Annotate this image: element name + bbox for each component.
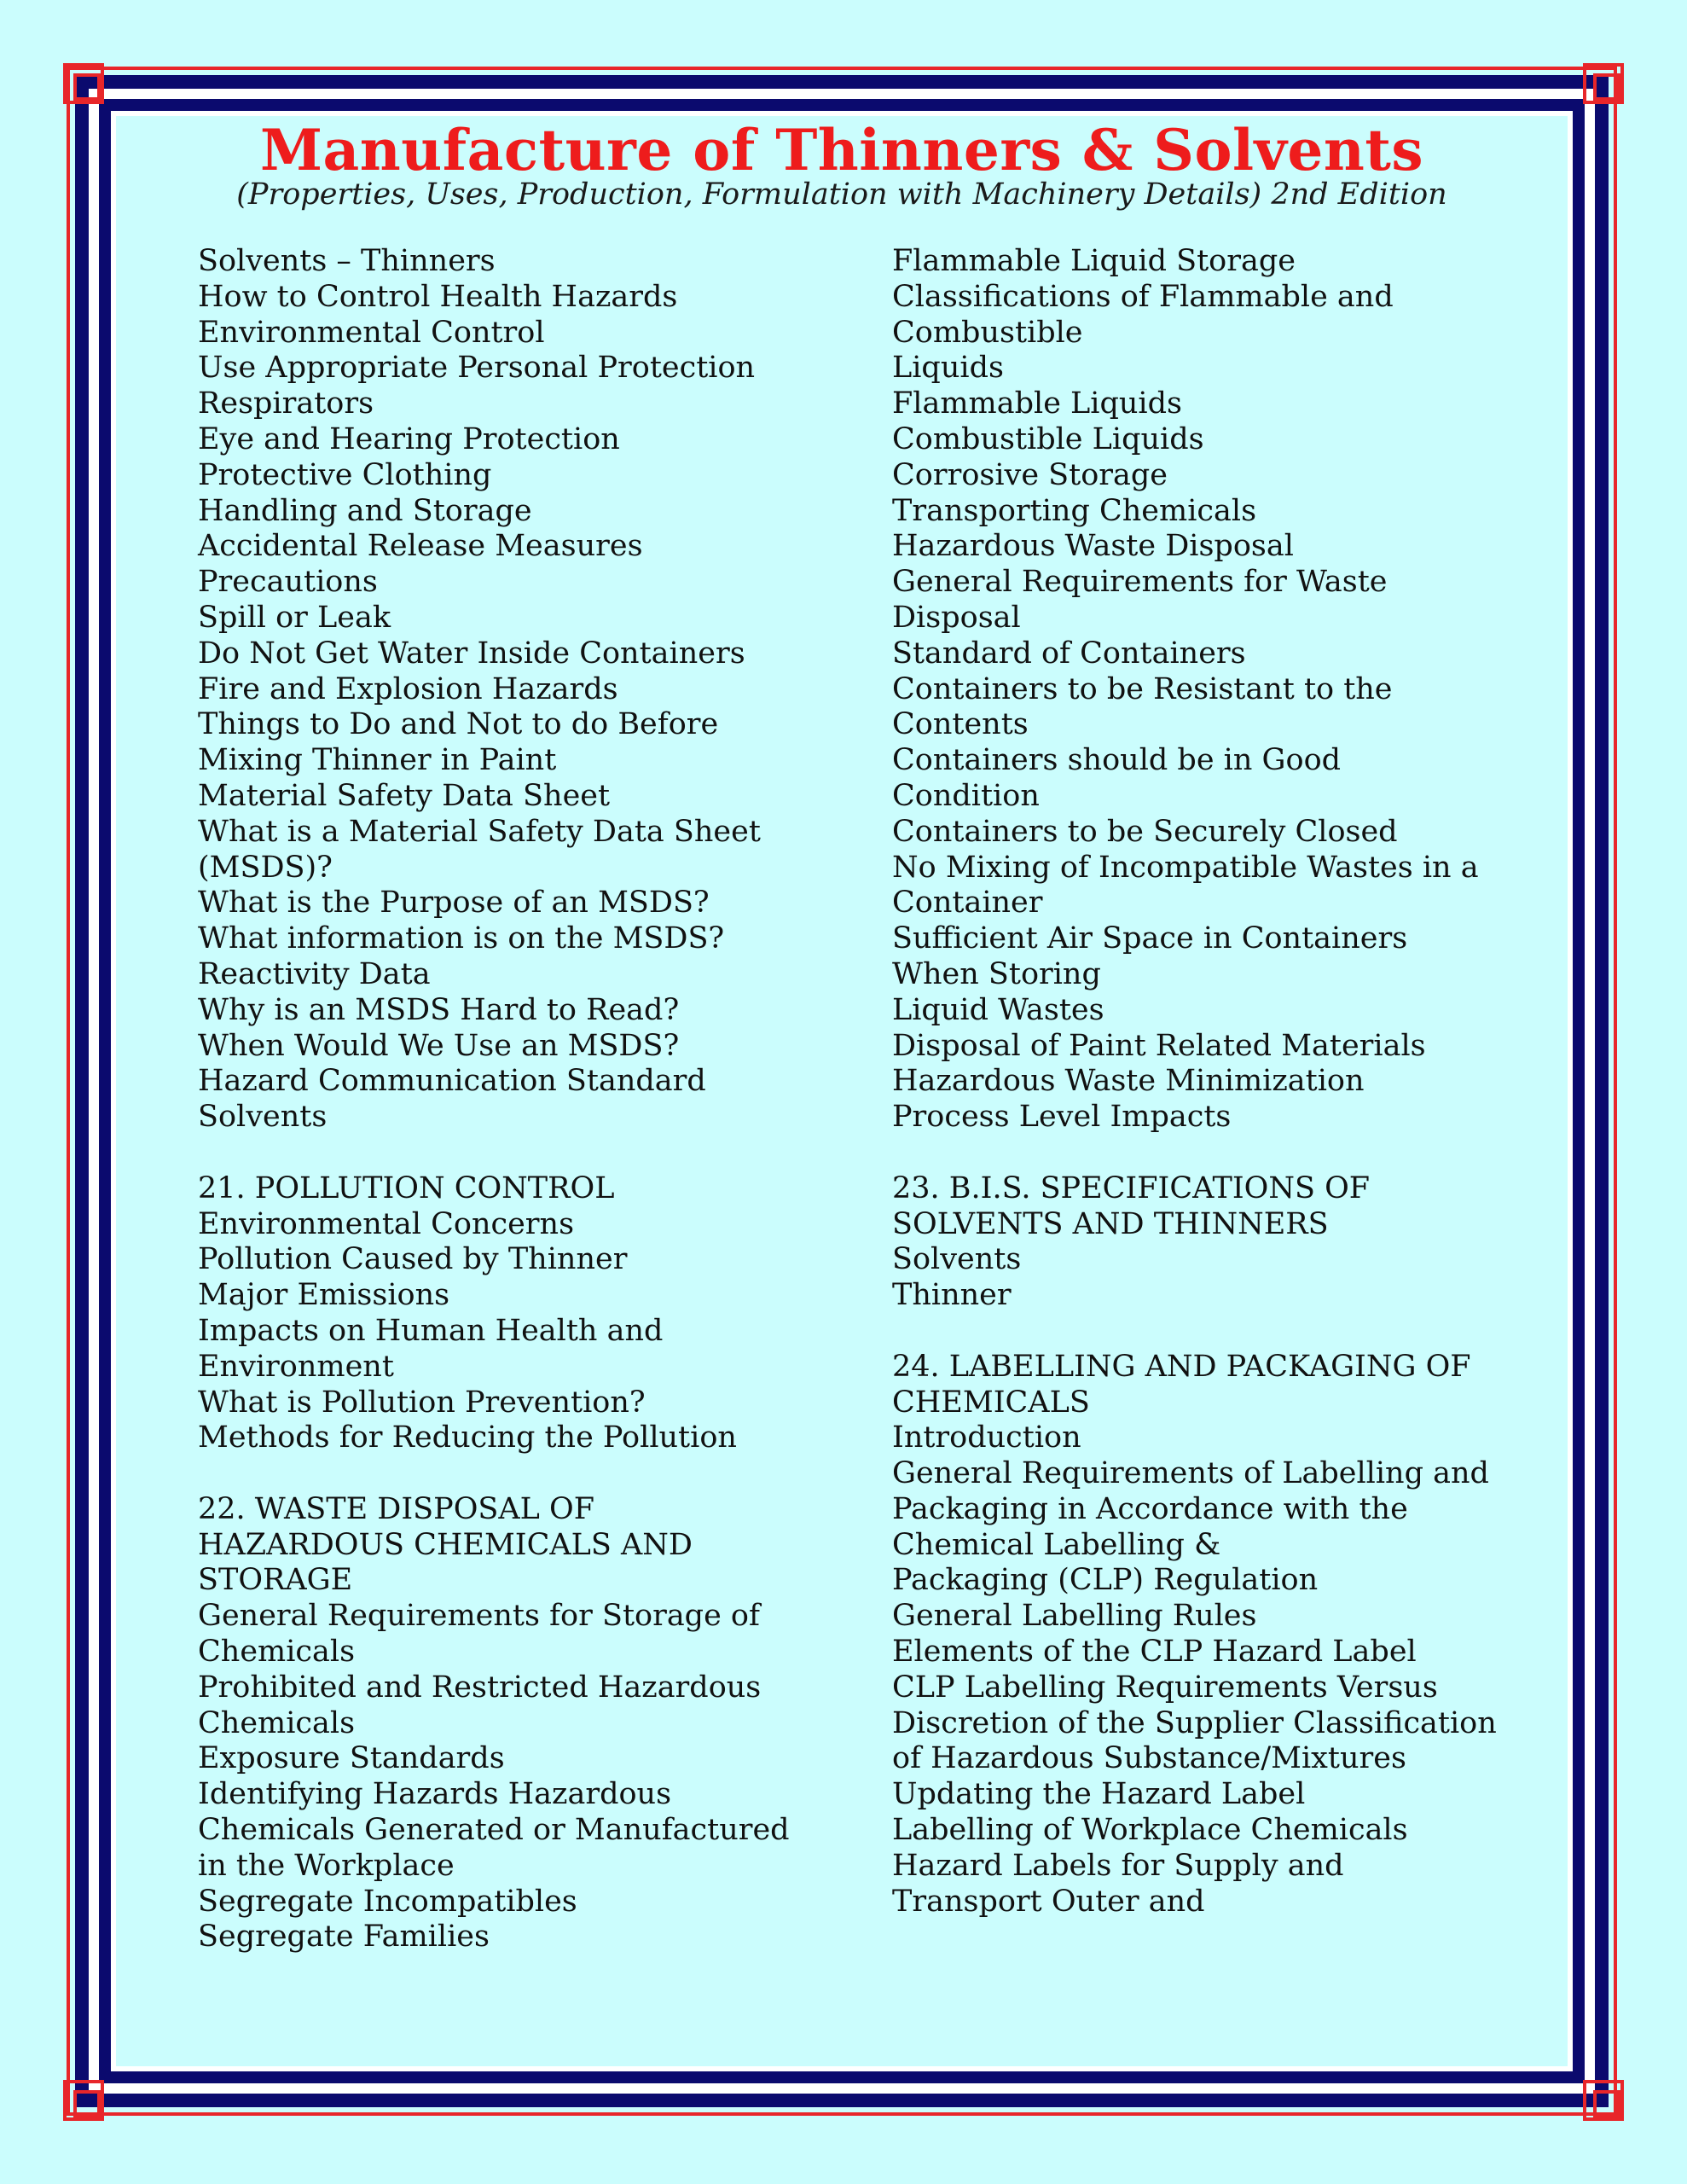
toc-entry: General Requirements for Waste	[892, 565, 1388, 600]
section-heading: 23. B.I.S. SPECIFICATIONS OF	[892, 1170, 1371, 1205]
toc-entry: What information is on the MSDS?	[198, 921, 725, 956]
toc-entry: Precautions	[198, 565, 378, 600]
toc-entry: Solvents – Thinners	[198, 244, 496, 278]
toc-entry: Segregate Incompatibles	[198, 1884, 577, 1919]
toc-entry: Reactivity Data	[198, 956, 431, 991]
toc-entry: Exposure Standards	[198, 1741, 505, 1776]
toc-entry: What is a Material Safety Data Sheet	[198, 814, 761, 849]
toc-entry: HAZARDOUS CHEMICALS AND	[198, 1527, 693, 1562]
corner-ornament-top-left	[63, 63, 104, 104]
toc-entry: Packaging in Accordance with the	[892, 1491, 1408, 1526]
page-subtitle: (Properties, Uses, Production, Formulation with Machinery Details) 2nd Edition	[236, 177, 1447, 212]
toc-entry: Flammable Liquid Storage	[892, 244, 1296, 278]
toc-entry: What is the Purpose of an MSDS?	[198, 886, 710, 921]
toc-entry: Identifying Hazards Hazardous	[198, 1777, 672, 1812]
toc-entry: Standard of Containers	[892, 636, 1246, 671]
toc-entry: Spill or Leak	[198, 600, 391, 635]
toc-entry: Chemical Labelling &	[892, 1527, 1221, 1562]
toc-entry: Segregate Families	[198, 1920, 490, 1955]
toc-entry: No Mixing of Incompatible Wastes in a	[892, 850, 1479, 885]
toc-entry: Disposal of Paint Related Materials	[892, 1028, 1426, 1063]
toc-entry: Handling and Storage	[198, 493, 532, 528]
toc-entry: When Would We Use an MSDS?	[198, 1028, 680, 1063]
toc-entry: Disposal	[892, 600, 1021, 635]
toc-entry: Material Safety Data Sheet	[198, 778, 611, 813]
toc-entry: Respirators	[198, 386, 374, 421]
toc-entry: Labelling of Workplace Chemicals	[892, 1813, 1408, 1848]
toc-entry: Solvents	[892, 1242, 1022, 1277]
toc-entry: How to Control Health Hazards	[198, 279, 678, 314]
toc-entry: General Requirements of Labelling and	[892, 1456, 1489, 1491]
toc-entry: Things to Do and Not to do Before	[198, 707, 719, 742]
toc-entry: Container	[892, 886, 1043, 921]
toc-entry: Introduction	[892, 1420, 1081, 1455]
toc-entry: Chemicals	[198, 1705, 356, 1740]
corner-ornament-bottom-left	[63, 2080, 104, 2121]
toc-entry: Containers should be in Good	[892, 743, 1342, 778]
toc-entry: Classifications of Flammable and	[892, 279, 1394, 314]
section-spacer	[198, 1136, 829, 1171]
toc-entry: of Hazardous Substance/Mixtures	[892, 1741, 1406, 1776]
toc-entry: Contents	[892, 707, 1029, 742]
toc-entry: Pollution Caused by Thinner	[198, 1242, 628, 1277]
toc-entry: Hazard Labels for Supply and	[892, 1848, 1344, 1883]
toc-entry: Corrosive Storage	[892, 457, 1168, 492]
toc-left-column	[198, 244, 829, 1955]
toc-entry: Fire and Explosion Hazards	[198, 671, 618, 706]
toc-entry: Impacts on Human Health and	[198, 1313, 664, 1348]
toc-entry: When Storing	[892, 956, 1101, 991]
toc-entry: Elements of the CLP Hazard Label	[892, 1635, 1417, 1670]
toc-entry: Solvents	[198, 1100, 328, 1135]
toc-entry: Major Emissions	[198, 1278, 450, 1313]
toc-entry: General Requirements for Storage of	[198, 1599, 760, 1634]
toc-entry: Environmental Control	[198, 315, 545, 350]
toc-entry: SOLVENTS AND THINNERS	[892, 1206, 1329, 1241]
toc-entry: General Labelling Rules	[892, 1599, 1257, 1634]
toc-entry: in the Workplace	[198, 1848, 455, 1883]
toc-entry: Containers to be Resistant to the	[892, 671, 1393, 706]
toc-entry: Liquid Wastes	[892, 992, 1104, 1027]
toc-entry: Containers to be Securely Closed	[892, 814, 1398, 849]
toc-entry: Flammable Liquids	[892, 386, 1182, 421]
toc-entry: Hazard Communication Standard	[198, 1064, 706, 1099]
toc-entry: Transport Outer and	[892, 1884, 1205, 1919]
corner-ornament-bottom-right	[1583, 2080, 1624, 2121]
section-spacer	[198, 1456, 829, 1492]
toc-entry: STORAGE	[198, 1563, 353, 1598]
section-heading: 22. WASTE DISPOSAL OF	[198, 1491, 594, 1526]
toc-entry: Liquids	[892, 351, 1004, 386]
toc-entry: Chemicals Generated or Manufactured	[198, 1813, 790, 1848]
toc-entry: Thinner	[892, 1278, 1012, 1313]
toc-entry: Hazardous Waste Disposal	[892, 529, 1294, 564]
toc-right-column	[892, 244, 1523, 1920]
toc-entry: Transporting Chemicals	[892, 493, 1257, 528]
toc-entry: Do Not Get Water Inside Containers	[198, 636, 745, 671]
toc-entry: Updating the Hazard Label	[892, 1777, 1306, 1812]
toc-entry: Environment	[198, 1349, 394, 1384]
toc-entry: Chemicals	[198, 1635, 356, 1670]
toc-entry: Process Level Impacts	[892, 1100, 1232, 1135]
toc-entry: Combustible	[892, 315, 1083, 350]
page-title: Manufacture of Thinners & Solvents	[259, 117, 1424, 183]
section-spacer	[892, 1136, 1523, 1171]
section-spacer	[892, 1314, 1523, 1350]
toc-entry: Packaging (CLP) Regulation	[892, 1563, 1319, 1598]
toc-entry: CHEMICALS	[892, 1385, 1090, 1420]
section-heading: 21. POLLUTION CONTROL	[198, 1170, 615, 1205]
toc-entry: Hazardous Waste Minimization	[892, 1064, 1365, 1099]
toc-entry: Discretion of the Supplier Classification	[892, 1705, 1497, 1740]
toc-entry: Accidental Release Measures	[198, 529, 643, 564]
page-content	[116, 116, 1568, 2066]
toc-entry: Why is an MSDS Hard to Read?	[198, 992, 680, 1027]
toc-entry: Methods for Reducing the Pollution	[198, 1420, 737, 1455]
corner-ornament-top-right	[1583, 63, 1624, 104]
toc-entry: (MSDS)?	[198, 850, 333, 885]
toc-entry: Eye and Hearing Protection	[198, 421, 620, 456]
toc-entry: What is Pollution Prevention?	[198, 1385, 646, 1420]
toc-entry: Prohibited and Restricted Hazardous	[198, 1670, 762, 1705]
toc-entry: Use Appropriate Personal Protection	[198, 351, 756, 386]
toc-entry: Environmental Concerns	[198, 1206, 575, 1241]
section-heading: 24. LABELLING AND PACKAGING OF	[892, 1349, 1471, 1384]
toc-entry: Combustible Liquids	[892, 421, 1204, 456]
toc-entry: Sufficient Air Space in Containers	[892, 921, 1408, 956]
toc-entry: Protective Clothing	[198, 457, 492, 492]
toc-entry: Condition	[892, 778, 1040, 813]
toc-entry: Mixing Thinner in Paint	[198, 743, 557, 778]
toc-entry: CLP Labelling Requirements Versus	[892, 1670, 1438, 1705]
